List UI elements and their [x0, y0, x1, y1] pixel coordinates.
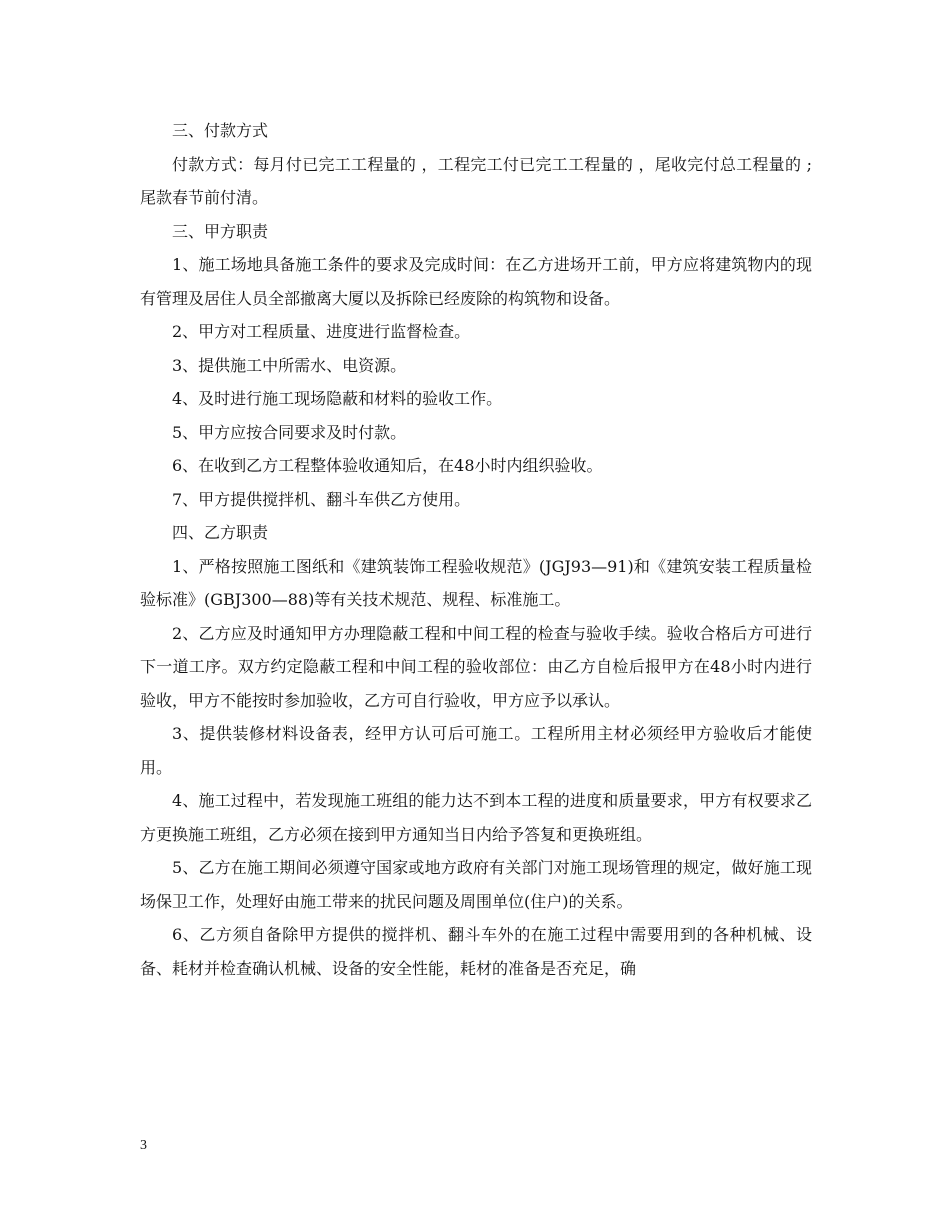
party-a-item-2: 2、甲方对工程质量、进度进行监督检查。 [172, 322, 471, 341]
party-b-item-5: 5、乙方在施工期间必须遵守国家或地方政府有关部门对施工现场管理的规定，做好施工现场保卫工作，处理好由施工带来的扰民问题及周围单位(住户)的关系。 [140, 858, 812, 911]
party-a-item-1: 1、施工场地具备施工条件的要求及完成时间：在乙方进场开工前，甲方应将建筑物内的现有管理及居住人员全部撤离大厦以及拆除已经废除的构筑物和设备。 [140, 255, 812, 308]
page-number: 3 [140, 1138, 147, 1153]
heading-payment-method: 三、付款方式 [172, 121, 269, 140]
paragraph-payment-terms: 付款方式：每月付已完工工程量的 ，工程完工付已完工工程量的 ，尾收完付总工程量的 ;尾款春节前付清。 [140, 154, 812, 207]
document-body [140, 114, 812, 985]
party-a-item-6: 6、在收到乙方工程整体验收通知后，在48小时内组织验收。 [172, 456, 603, 475]
party-b-item-1: 1、严格按照施工图纸和《建筑装饰工程验收规范》(JGJ93—91)和《建筑安装工程质量检验标准》(GBJ300—88)等有关技术规范、规程、标准施工。 [140, 556, 812, 609]
party-b-item-3: 3、提供装修材料设备表，经甲方认可后可施工。工程所用主材必须经甲方验收后才能使用。 [140, 724, 812, 777]
party-a-item-7: 7、甲方提供搅拌机、翻斗车供乙方使用。 [172, 489, 471, 509]
party-b-item-4: 4、施工过程中，若发现施工班组的能力达不到本工程的进度和质量要求，甲方有权要求乙方更换施工班组，乙方必须在接到甲方通知当日内给予答复和更换班组。 [140, 791, 812, 844]
party-a-item-4: 4、及时进行施工现场隐蔽和材料的验收工作。 [172, 389, 503, 408]
heading-party-b-duties: 四、乙方职责 [172, 523, 269, 542]
party-b-item-2: 2、乙方应及时通知甲方办理隐蔽工程和中间工程的检查与验收手续。验收合格后方可进行下一道工序。双方约定隐蔽工程和中间工程的验收部位：由乙方自检后报甲方在48小时内进行验收，甲方不能按时参加验收，乙方可自行验收，甲方应予以承认。 [140, 623, 812, 710]
heading-party-a-duties: 三、甲方职责 [172, 221, 269, 241]
party-a-item-3: 3、提供施工中所需水、电资源。 [172, 355, 407, 375]
party-b-item-6: 6、乙方须自备除甲方提供的搅拌机、翻斗车外的在施工过程中需要用到的各种机械、设备、耗材并检查确认机械、设备的安全性能，耗材的准备是否充足，确 [140, 925, 812, 978]
party-a-item-5: 5、甲方应按合同要求及时付款。 [172, 422, 407, 442]
